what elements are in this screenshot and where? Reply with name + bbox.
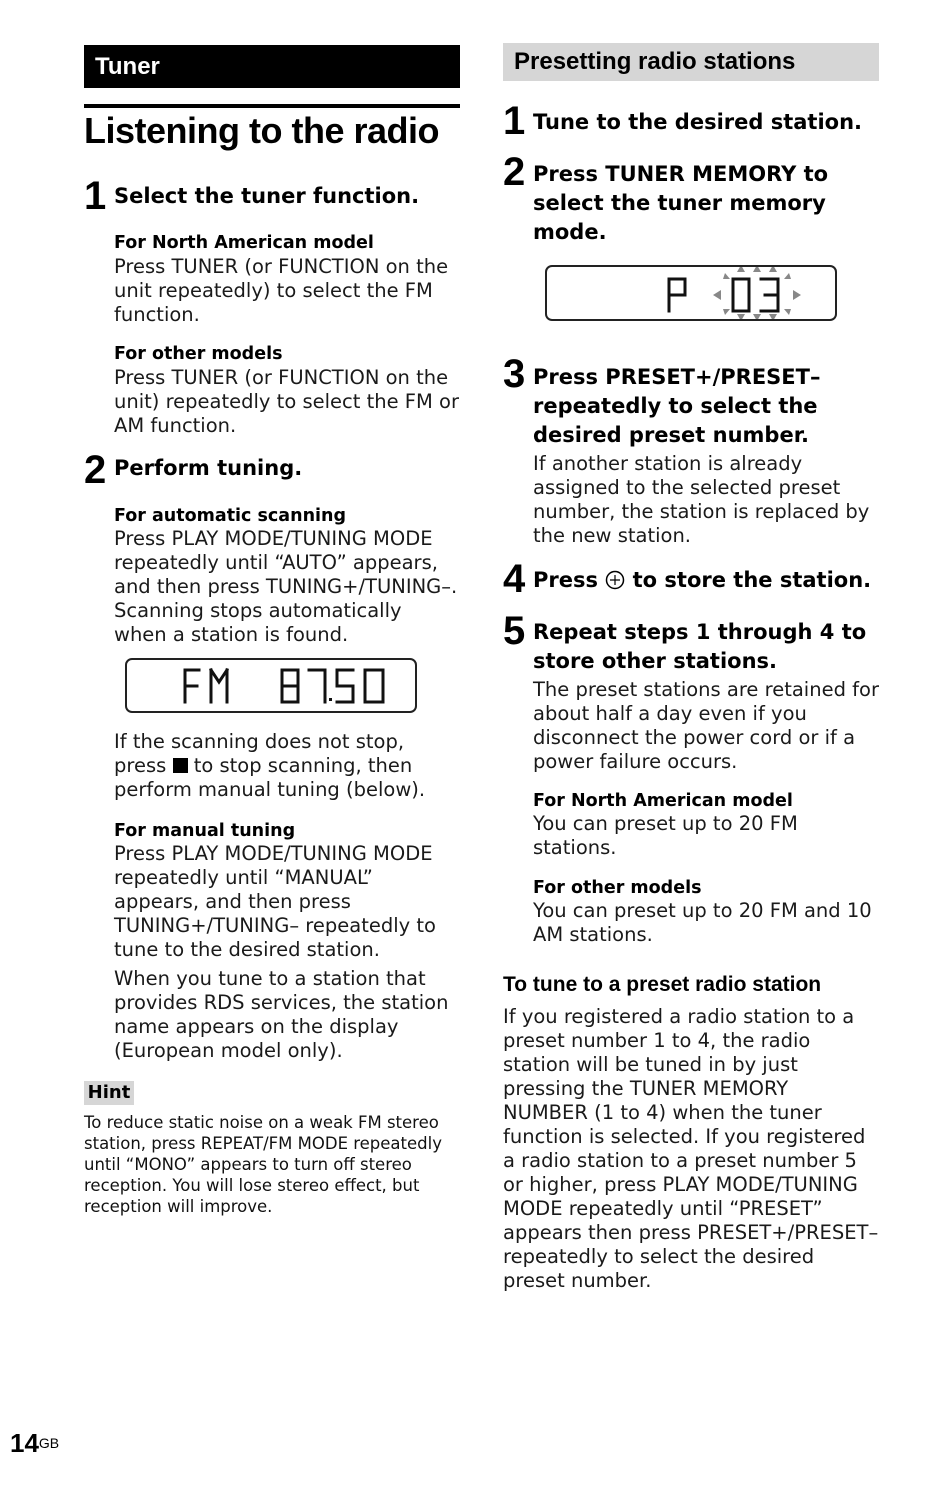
manual-tuning-text: Press PLAY MODE/TUNING MODE repeatedly until “MANUAL” appears, and then press TUNING+/TUNING– repeatedly to tune to the desired station. bbox=[114, 842, 436, 961]
page-title: Listening to the radio bbox=[84, 110, 439, 151]
auto-scan-heading: For automatic scanning bbox=[114, 506, 347, 526]
step-number: 5 bbox=[503, 609, 526, 653]
page-number-suffix: GB bbox=[38, 1435, 60, 1451]
enter-icon bbox=[605, 570, 625, 590]
right-other-models-heading: For other models bbox=[533, 878, 702, 898]
right-na-model-text: You can preset up to 20 FM stations. bbox=[533, 812, 798, 859]
preset-display bbox=[545, 265, 837, 321]
right-step-1 bbox=[503, 101, 879, 141]
step-title bbox=[533, 566, 873, 595]
step-number: 3 bbox=[503, 352, 526, 396]
page-number bbox=[10, 1428, 59, 1458]
na-model-text: Press TUNER (or FUNCTION on the unit repeatedly) to select the FM function. bbox=[114, 255, 449, 326]
step-3-text: If another station is already assigned to the selected preset number, the station is replaced by the new station. bbox=[533, 452, 870, 547]
step-number: 2 bbox=[503, 150, 526, 194]
page-number-value: 14 bbox=[10, 1428, 39, 1458]
step-number: 1 bbox=[84, 174, 107, 218]
hint-label: Hint bbox=[84, 1081, 134, 1105]
step-4-after: to store the station. bbox=[632, 568, 872, 592]
left-step-2 bbox=[84, 450, 460, 490]
step-title: Perform tuning. bbox=[114, 456, 303, 480]
preset-tune-text: If you registered a radio station to a preset number 1 to 4, the radio station will be tuned in by just pressing the TUNER MEMORY NUMBER (1 to 4) when the tuner function is selected. If you registered a radio station to a preset number 5 or higher, press PLAY MODE/TUNING MODE repeatedly until “PRESET” appears then press PRESET+/PRESET– repeatedly to select the desired preset number. bbox=[503, 1005, 879, 1292]
step-title: Select the tuner function. bbox=[114, 184, 420, 208]
step-title: Press PRESET+/PRESET– repeatedly to select the desired preset number. bbox=[533, 365, 821, 447]
fm-display-segments bbox=[127, 660, 415, 711]
right-na-model-heading: For North American model bbox=[533, 791, 793, 811]
fm-display bbox=[125, 658, 417, 713]
scan-not-stop-text bbox=[114, 730, 460, 802]
right-other-models-text: You can preset up to 20 FM and 10 AM stations. bbox=[533, 899, 872, 946]
right-step-3 bbox=[503, 354, 879, 450]
section-tab-tuner: Tuner bbox=[84, 45, 460, 88]
step-5-text: The preset stations are retained for about half a day even if you disconnect the power cord or if a power failure occurs. bbox=[533, 678, 879, 773]
step-number: 2 bbox=[84, 448, 107, 492]
other-models-heading: For other models bbox=[114, 344, 283, 364]
scan-not-stop-after: to stop scanning, then perform manual tuning (below). bbox=[114, 754, 426, 801]
manual-tuning-heading: For manual tuning bbox=[114, 821, 296, 841]
rds-text: When you tune to a station that provides RDS services, the station name appears on the display (European model only). bbox=[114, 967, 449, 1062]
step-number: 4 bbox=[503, 557, 526, 601]
step-title: Repeat steps 1 through 4 to store other stations. bbox=[533, 620, 867, 673]
right-step-4 bbox=[503, 559, 879, 599]
auto-scan-text: Press PLAY MODE/TUNING MODE repeatedly until “AUTO” appears, and then press TUNING+/TUNING–. Scanning stops automatically when a station is found. bbox=[114, 527, 458, 646]
scan-not-stop-before: If the scanning does not stop, press bbox=[114, 730, 405, 777]
preset-display-segments bbox=[547, 267, 835, 319]
left-step-1 bbox=[84, 176, 460, 216]
other-models-text: Press TUNER (or FUNCTION on the unit) repeatedly to select the FM or AM function. bbox=[114, 366, 459, 437]
blink-indicator-icon bbox=[713, 267, 801, 319]
section-heading-presetting: Presetting radio stations bbox=[503, 43, 879, 81]
preset-tune-heading: To tune to a preset radio station bbox=[503, 973, 822, 996]
step-title: Press TUNER MEMORY to select the tuner memory mode. bbox=[533, 162, 829, 244]
step-4-before: Press bbox=[533, 568, 598, 592]
hint-text: To reduce static noise on a weak FM stereo station, press REPEAT/FM MODE repeatedly until “MONO” appears to turn off stereo reception. You will lose stereo effect, but reception will improve. bbox=[84, 1113, 442, 1216]
step-title: Tune to the desired station. bbox=[533, 110, 863, 134]
step-number: 1 bbox=[503, 99, 526, 143]
stop-icon bbox=[173, 758, 188, 773]
right-step-2 bbox=[503, 152, 879, 248]
na-model-heading: For North American model bbox=[114, 233, 374, 253]
right-step-5 bbox=[503, 611, 879, 675]
